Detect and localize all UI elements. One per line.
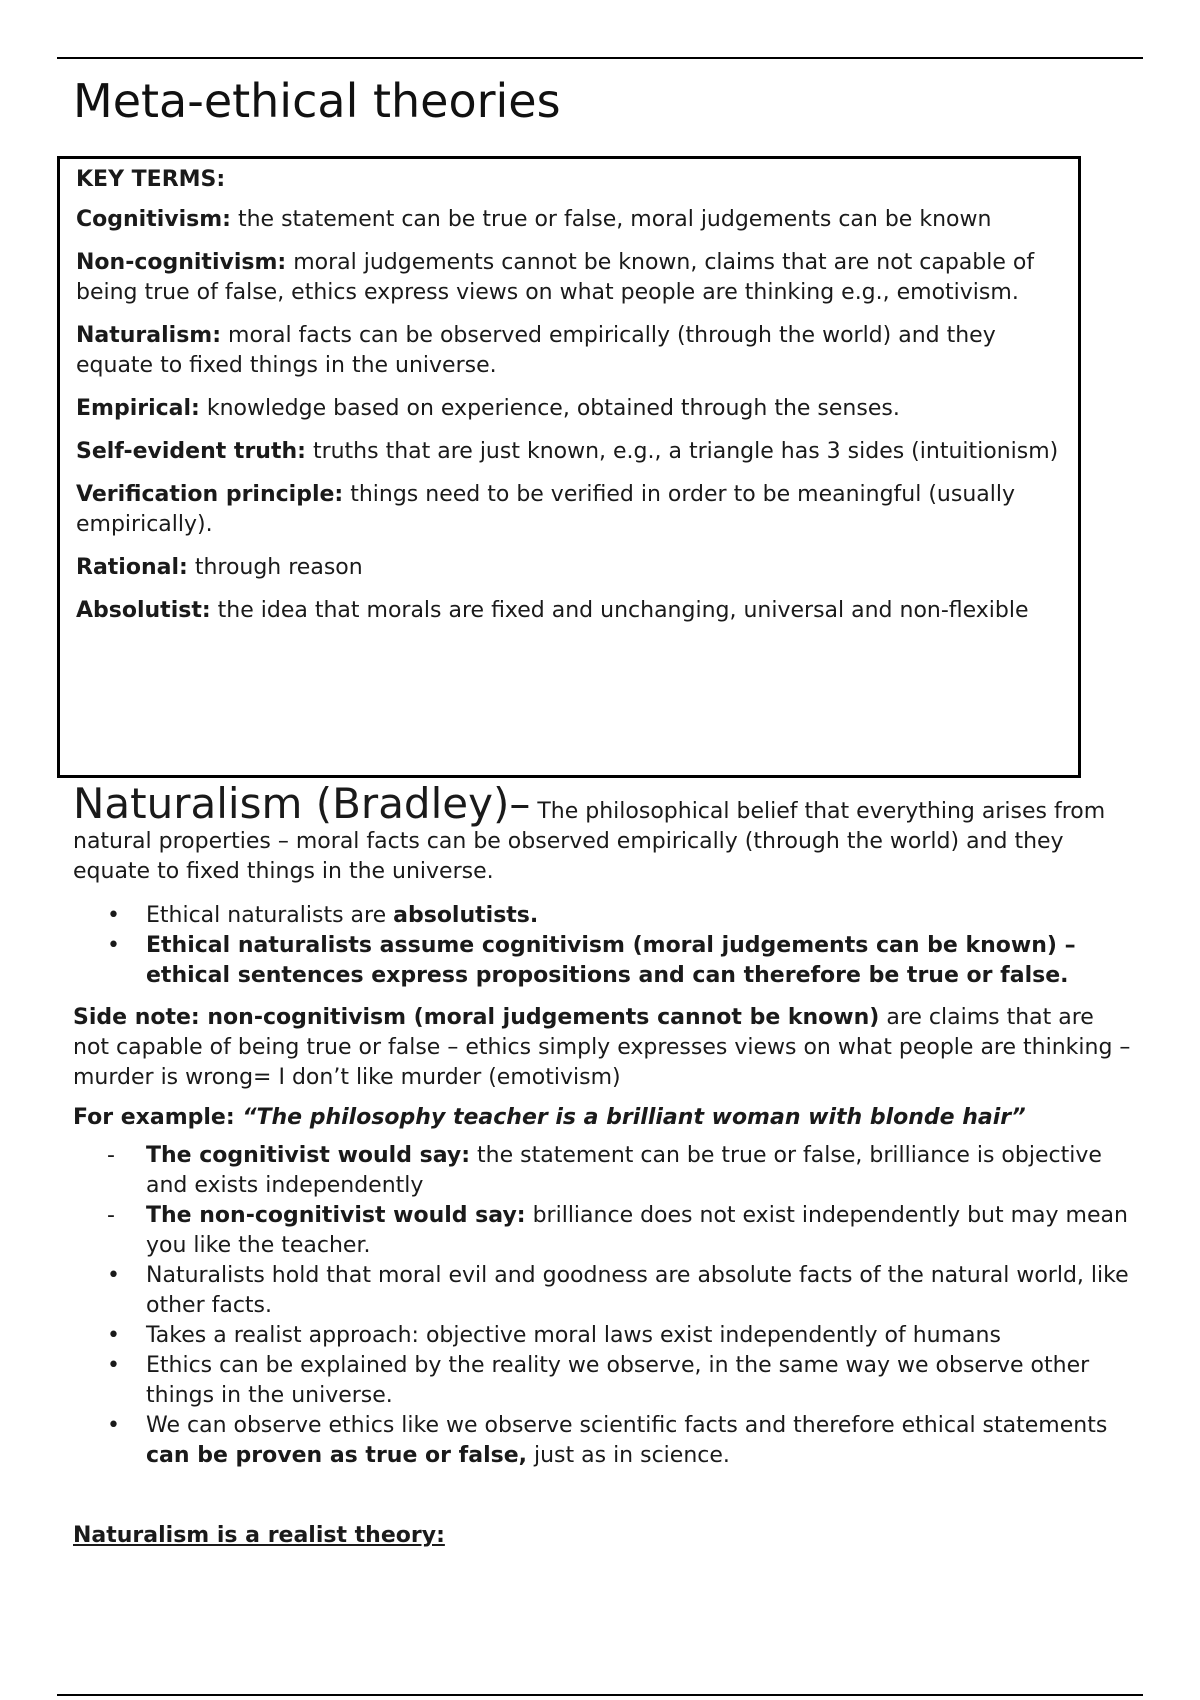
- bullet-marker: •: [107, 903, 120, 928]
- key-term-empirical: [76, 394, 1064, 424]
- item-text: Takes a realist approach: objective moral laws exist independently of humans: [146, 1323, 1001, 1348]
- bullet-marker: •: [107, 933, 120, 958]
- example-list: [73, 1141, 1133, 1471]
- item-bold-text: can be proven as true or false,: [146, 1443, 527, 1468]
- key-terms-heading: KEY TERMS:: [76, 167, 226, 192]
- list-item: [73, 901, 1133, 931]
- item-text: brilliance does not exist independently but may mean you like the teacher.: [146, 1203, 1128, 1258]
- example-label: For example:: [73, 1105, 243, 1130]
- list-item: [73, 1261, 1133, 1321]
- list-item: [73, 931, 1133, 991]
- key-terms-box: [57, 156, 1081, 778]
- term-label: Verification principle:: [76, 482, 344, 507]
- dash-marker: -: [107, 1143, 115, 1168]
- term-definition: knowledge based on experience, obtained through the senses.: [206, 396, 900, 421]
- term-label: Cognitivism:: [76, 207, 231, 232]
- item-bold-text: Ethical naturalists assume cognitivism (moral judgements can be known) – ethical sentences express propositions and can therefore be true or false.: [146, 933, 1076, 988]
- naturalism-section: [73, 779, 1133, 1551]
- item-text: Naturalists hold that moral evil and goodness are absolute facts of the natural world, like other facts.: [146, 1263, 1129, 1318]
- bottom-rule: [57, 1694, 1143, 1696]
- key-term-absolutist: [76, 596, 1064, 626]
- side-note-label: Side note: non-cognitivism (moral judgements cannot be known): [73, 1005, 880, 1030]
- term-definition: things need to be verified in order to be meaningful (usually empirically).: [76, 482, 1016, 537]
- term-definition: moral facts can be observed empirically (through the world) and they equate to fixed things in the universe.: [76, 323, 996, 378]
- example-line: [73, 1103, 1133, 1133]
- list-item: [73, 1321, 1133, 1351]
- side-note: [73, 1003, 1133, 1093]
- key-term-cognitivism: [76, 205, 1064, 235]
- item-bold-text: The cognitivist would say:: [146, 1143, 471, 1168]
- key-term-self-evident-truth: [76, 437, 1064, 467]
- term-label: Empirical:: [76, 396, 200, 421]
- item-text: Ethical naturalists are: [146, 903, 394, 928]
- list-item: [73, 1351, 1133, 1411]
- bullet-marker: •: [107, 1353, 120, 1378]
- top-rule: [57, 57, 1143, 59]
- item-text: the statement can be true or false, brilliance is objective and exists independently: [146, 1143, 1102, 1198]
- item-text: just as in science.: [527, 1443, 730, 1468]
- bullet-marker: •: [107, 1323, 120, 1348]
- realist-heading: Naturalism is a realist theory:: [73, 1523, 445, 1548]
- bullet-marker: •: [107, 1413, 120, 1438]
- term-definition: moral judgements cannot be known, claims that are not capable of being true of false, ethics express views on what people are thinking e.g., emotivism.: [76, 250, 1035, 305]
- item-text: Ethics can be explained by the reality we observe, in the same way we observe other things in the universe.: [146, 1353, 1090, 1408]
- term-label: Rational:: [76, 555, 188, 580]
- item-text: We can observe ethics like we observe scientific facts and therefore ethical statements: [146, 1413, 1108, 1438]
- term-label: Naturalism:: [76, 323, 222, 348]
- side-note-text: are claims that are not capable of being true or false – ethics simply expresses views on what people are thinking – murder is wrong= I don’t like murder (emotivism): [73, 1005, 1131, 1090]
- bullet-marker: •: [107, 1263, 120, 1288]
- term-definition: the statement can be true or false, moral judgements can be known: [237, 207, 992, 232]
- term-label: Self-evident truth:: [76, 439, 306, 464]
- list-item: [73, 1141, 1133, 1201]
- list-item: [73, 1411, 1133, 1471]
- term-definition: through reason: [194, 555, 363, 580]
- naturalism-intro: [73, 779, 1133, 887]
- list-item: [73, 1201, 1133, 1261]
- dash-marker: -: [107, 1203, 115, 1228]
- page-title: Meta-ethical theories: [73, 74, 561, 128]
- key-term-non-cognitivism: [76, 248, 1064, 308]
- section-heading: Naturalism (Bradley)–: [73, 779, 531, 828]
- item-bold-text: absolutists.: [393, 903, 539, 928]
- naturalist-bullet-list: [73, 901, 1133, 991]
- example-quote: “The philosophy teacher is a brilliant woman with blonde hair”: [242, 1105, 1026, 1130]
- term-label: Non-cognitivism:: [76, 250, 287, 275]
- term-definition: the idea that morals are fixed and unchanging, universal and non-flexible: [217, 598, 1029, 623]
- intro-text: The philosophical belief that everything arises from natural properties – moral facts can be observed empirically (through the world) and they equate to fixed things in the universe.: [73, 799, 1106, 884]
- term-label: Absolutist:: [76, 598, 211, 623]
- item-bold-text: The non-cognitivist would say:: [146, 1203, 526, 1228]
- key-term-naturalism: [76, 321, 1064, 381]
- key-term-verification-principle: [76, 480, 1064, 540]
- key-term-rational: [76, 553, 1064, 583]
- term-definition: truths that are just known, e.g., a triangle has 3 sides (intuitionism): [312, 439, 1059, 464]
